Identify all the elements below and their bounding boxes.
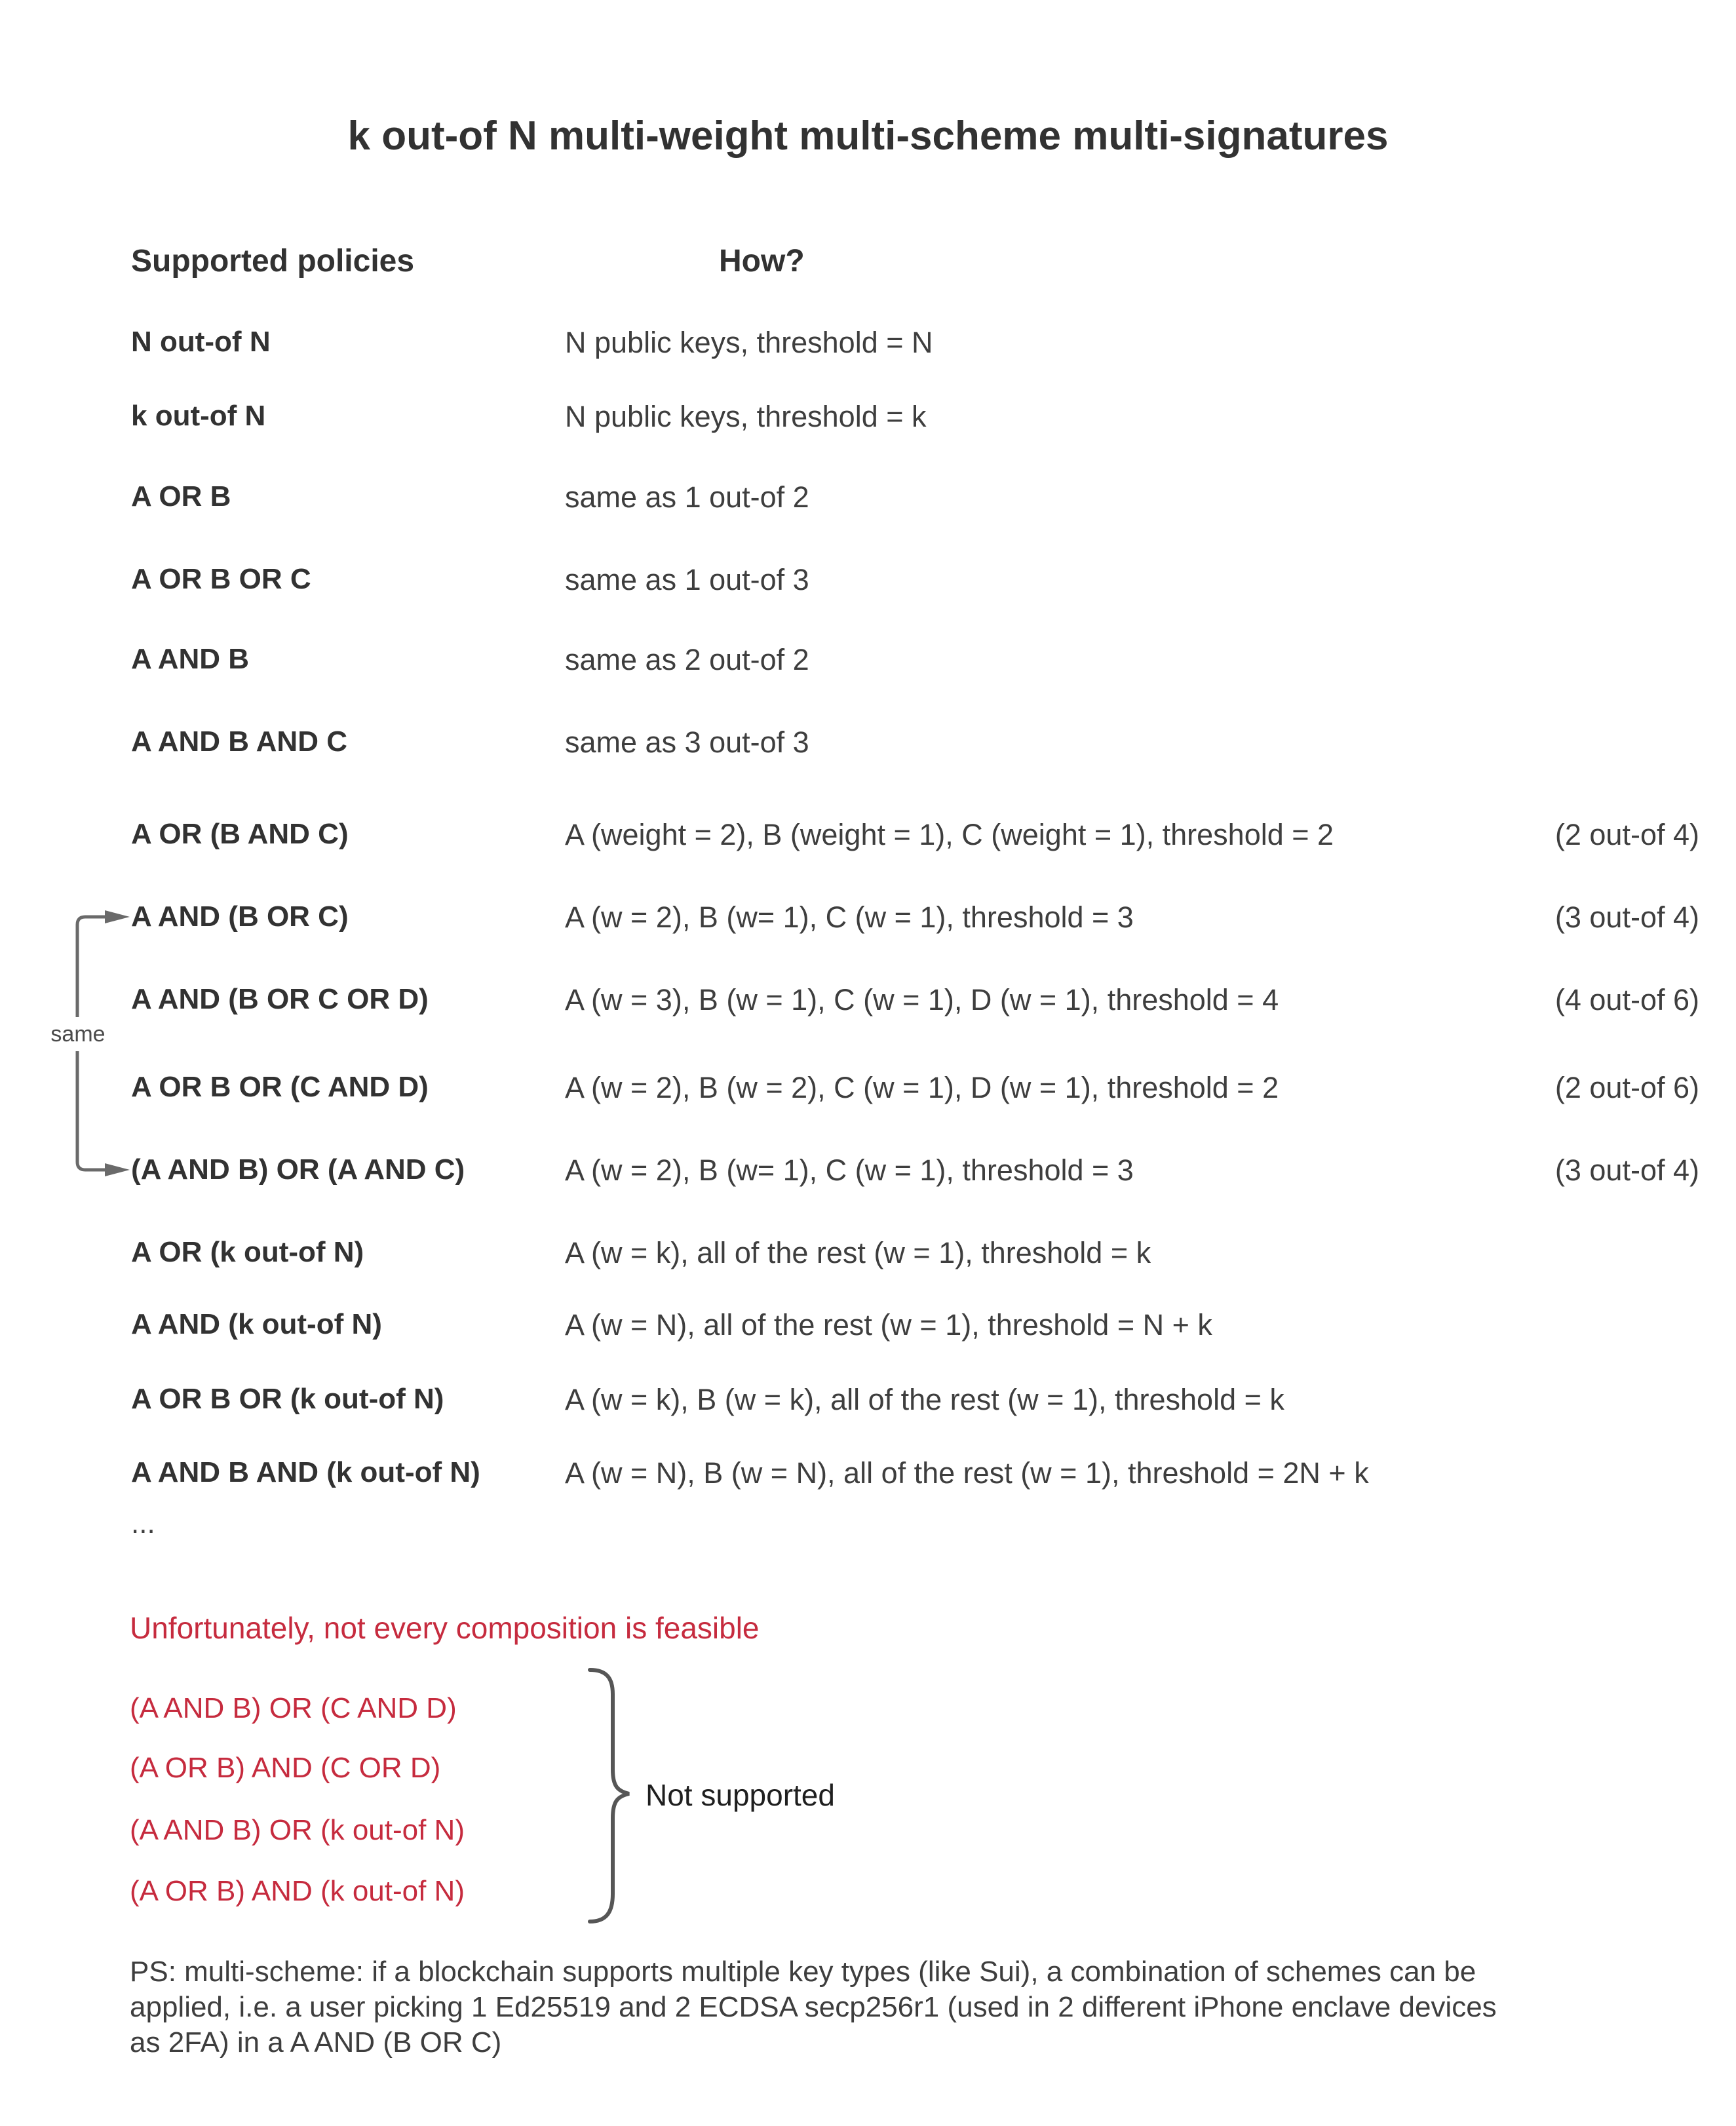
how-value: A (w = k), B (w = k), all of the rest (w = 1), threshold = k	[565, 1383, 1284, 1416]
column-header-policies: Supported policies	[131, 244, 415, 279]
equivalence-note: (2 out-of 4)	[1554, 818, 1699, 851]
ps-note-line: PS: multi-scheme: if a blockchain supports multiple key types (like Sui), a combination of schemes can be	[130, 1956, 1476, 1988]
infeasible-heading: Unfortunately, not every composition is feasible	[130, 1611, 760, 1645]
how-value: A (w = N), B (w = N), all of the rest (w = 1), threshold = 2N + k	[565, 1456, 1369, 1490]
how-value: A (w = 3), B (w = 1), C (w = 1), D (w = 1), threshold = 4	[565, 983, 1279, 1016]
table-row	[0, 1071, 1736, 1105]
how-value: same as 3 out-of 3	[565, 725, 809, 759]
policy-label: A AND (B OR C)	[131, 900, 349, 933]
ps-note-line: applied, i.e. a user picking 1 Ed25519 and 2 ECDSA secp256r1 (used in 2 different iPhone enclave devices	[130, 1991, 1497, 2023]
equivalence-note: (3 out-of 4)	[1554, 1153, 1699, 1187]
ps-note	[130, 1954, 1696, 2060]
table-row	[0, 400, 1736, 434]
table-row	[0, 480, 1736, 514]
table-row	[0, 563, 1736, 597]
infeasible-item: (A OR B) AND (C OR D)	[130, 1752, 441, 1784]
policy-label: A OR (B AND C)	[131, 818, 349, 850]
same-label: same	[39, 1017, 117, 1051]
infeasible-item: (A AND B) OR (C AND D)	[130, 1692, 457, 1724]
equivalence-note: (4 out-of 6)	[1554, 983, 1699, 1016]
policy-label: A AND (k out-of N)	[131, 1308, 382, 1340]
curly-brace-icon	[583, 1665, 636, 1927]
table-row	[0, 725, 1736, 760]
policy-label: N out-of N	[131, 326, 271, 358]
how-value: A (weight = 2), B (weight = 1), C (weight = 1), threshold = 2	[565, 818, 1334, 851]
table-row	[0, 900, 1736, 935]
table-row	[0, 643, 1736, 677]
how-value: A (w = N), all of the rest (w = 1), threshold = N + k	[565, 1308, 1212, 1342]
policy-label: A OR B OR (k out-of N)	[131, 1383, 444, 1415]
how-value: same as 1 out-of 2	[565, 480, 809, 514]
policy-label: k out-of N	[131, 400, 266, 432]
policy-label: A AND B AND (k out-of N)	[131, 1456, 480, 1488]
how-value: same as 2 out-of 2	[565, 643, 809, 676]
table-row	[0, 1383, 1736, 1417]
policy-label: (A AND B) OR (A AND C)	[131, 1153, 465, 1186]
table-row	[0, 983, 1736, 1017]
policy-label: A AND B	[131, 643, 250, 675]
column-header-how: How?	[719, 244, 805, 279]
equivalence-note: (2 out-of 6)	[1554, 1071, 1699, 1104]
policy-label: A OR B OR C	[131, 563, 311, 595]
table-row	[0, 1308, 1736, 1342]
table-row	[0, 326, 1736, 360]
policy-label: A AND B AND C	[131, 725, 347, 758]
how-value: A (w = 2), B (w = 2), C (w = 1), D (w = 1), threshold = 2	[565, 1071, 1279, 1104]
policy-label: A OR B	[131, 480, 231, 512]
how-value: N public keys, threshold = k	[565, 400, 927, 433]
not-supported-label: Not supported	[646, 1778, 835, 1812]
how-value: A (w = 2), B (w= 1), C (w = 1), threshold = 3	[565, 900, 1134, 934]
table-row	[0, 1153, 1736, 1188]
infeasible-item: (A OR B) AND (k out-of N)	[130, 1875, 465, 1907]
policy-label: A AND (B OR C OR D)	[131, 983, 429, 1015]
how-value: A (w = 2), B (w= 1), C (w = 1), threshold = 3	[565, 1153, 1134, 1187]
table-row	[0, 1456, 1736, 1490]
infeasible-item: (A AND B) OR (k out-of N)	[130, 1814, 465, 1846]
ps-note-line: as 2FA) in a A AND (B OR C)	[130, 2026, 502, 2058]
policy-label: A OR B OR (C AND D)	[131, 1071, 429, 1103]
table-row	[0, 1236, 1736, 1270]
table-row	[0, 818, 1736, 852]
how-value: N public keys, threshold = N	[565, 326, 933, 359]
page-title: k out-of N multi-weight multi-scheme multi-signatures	[347, 113, 1389, 159]
how-value: same as 1 out-of 3	[565, 563, 809, 596]
policy-label: A OR (k out-of N)	[131, 1236, 364, 1268]
equivalence-note: (3 out-of 4)	[1554, 900, 1699, 934]
table-ellipsis: ...	[131, 1507, 155, 1539]
how-value: A (w = k), all of the rest (w = 1), threshold = k	[565, 1236, 1151, 1269]
